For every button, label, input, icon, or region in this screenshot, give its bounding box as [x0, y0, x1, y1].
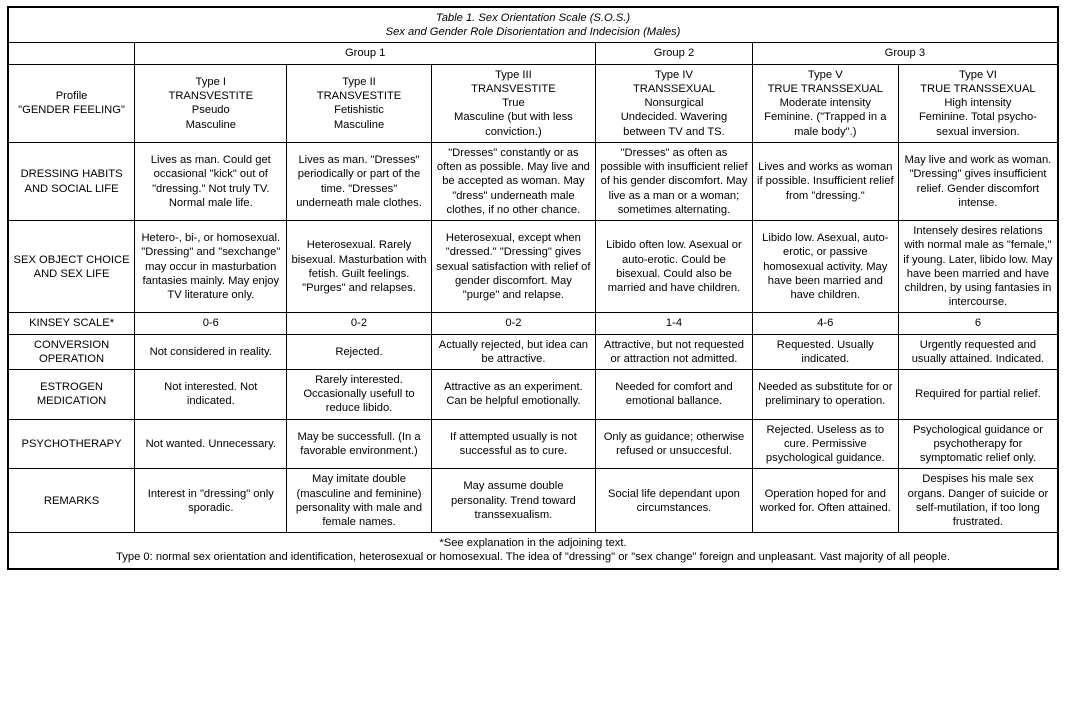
cell-type-5: Rejected. Useless as to cure. Permissive psychological guidance.: [752, 419, 898, 469]
cell-type-2: May be successfull. (In a favorable environment.): [287, 419, 431, 469]
profile-detail: Masculine: [185, 118, 236, 131]
cell-type-6: Psychological guidance or psychotherapy for symptomatic relief only.: [898, 419, 1058, 469]
cell-type-5: Needed as substitute for or preliminary to operation.: [752, 370, 898, 420]
cell-type-3: Heterosexual, except when "dressed." "Dressing" gives sexual satisfaction with relief of gender discomfort. May "purge" and relapse.: [431, 221, 596, 313]
cell-type-3: If attempted usually is not successful as to cure.: [431, 419, 596, 469]
cell-type-5: 4-6: [752, 313, 898, 334]
table-title: [8, 7, 1058, 43]
cell-type-4: Social life dependant upon circumstances.: [596, 469, 752, 533]
profile-category: TRANSSEXUAL: [632, 82, 716, 95]
table-row-kinsey-scale: [8, 313, 1058, 334]
row-label-profile-line-1: Profile: [55, 90, 88, 103]
group-header-group-1: Group 1: [135, 43, 596, 64]
cell-type-1: Not interested. Not indicated.: [135, 370, 287, 420]
group-header-row: [8, 43, 1058, 64]
profile-category: TRANSVESTITE: [316, 90, 402, 103]
row-label: PSYCHOTHERAPY: [8, 419, 135, 469]
sex-orientation-scale-table: [7, 6, 1059, 570]
cell-type-5: Libido low. Asexual, auto-erotic, or passive homosexual activity. May have been married and have children.: [752, 221, 898, 313]
cell-type-3: May assume double personality. Trend toward transsexualism.: [431, 469, 596, 533]
cell-type-2: Lives as man. "Dresses" periodically or part of the time. "Dresses" underneath male clothes.: [287, 142, 431, 220]
table-footnotes: [8, 533, 1058, 569]
cell-type-1: 0-6: [135, 313, 287, 334]
profile-cell-type-5: [752, 64, 898, 142]
profile-cell-type-6: [898, 64, 1058, 142]
profile-cell-type-3: [431, 64, 596, 142]
cell-type-3: Attractive as an experiment. Can be helpful emotionally.: [431, 370, 596, 420]
row-label: CONVERSION OPERATION: [8, 334, 135, 369]
profile-category: TRUE TRANSSEXUAL: [920, 82, 1036, 95]
cell-type-1: Lives as man. Could get occasional "kick" out of "dressing." Not truly TV. Normal male life.: [135, 142, 287, 220]
profile-row: [8, 64, 1058, 142]
profile-detail: Feminine. Total psycho-sexual inversion.: [918, 111, 1037, 138]
table-row-remarks: [8, 469, 1058, 533]
cell-type-3: 0-2: [431, 313, 596, 334]
profile-category: TRANSVESTITE: [471, 82, 556, 95]
profile-type: Type IV: [655, 68, 693, 81]
cell-type-3: "Dresses" constantly or as often as possible. May live and be accepted as woman. May "dress" underneath male clothes, if no other chance.: [431, 142, 596, 220]
profile-cell-type-1: [135, 64, 287, 142]
table-row-estrogen-medication: [8, 370, 1058, 420]
profile-category: TRUE TRANSSEXUAL: [767, 82, 883, 95]
cell-type-4: Attractive, but not requested or attraction not admitted.: [596, 334, 752, 369]
table-row-conversion-operation: [8, 334, 1058, 369]
cell-type-1: Not wanted. Unnecessary.: [135, 419, 287, 469]
group-header-group-3: Group 3: [752, 43, 1058, 64]
row-label-profile: [8, 64, 135, 142]
profile-subtype: Moderate intensity: [779, 97, 871, 110]
corner-blank-cell: [8, 43, 135, 64]
profile-subtype: Fetishistic: [334, 104, 384, 117]
cell-type-1: Not considered in reality.: [135, 334, 287, 369]
profile-subtype: Pseudo: [191, 104, 230, 117]
cell-type-6: May live and work as woman. "Dressing" gives insufficient relief. Gender discomfort intense.: [898, 142, 1058, 220]
cell-type-4: Only as guidance; otherwise refused or unsuccesful.: [596, 419, 752, 469]
footnote-line-1: *See explanation in the adjoining text.: [439, 537, 627, 550]
table-row-psychotherapy: [8, 419, 1058, 469]
profile-type: Type III: [495, 68, 532, 81]
row-label: SEX OBJECT CHOICE AND SEX LIFE: [8, 221, 135, 313]
table-row-sex-object-choice: [8, 221, 1058, 313]
profile-subtype: True: [502, 97, 525, 110]
profile-subtype: High intensity: [944, 97, 1012, 110]
row-label: KINSEY SCALE*: [8, 313, 135, 334]
cell-type-6: 6: [898, 313, 1058, 334]
cell-type-6: Despises his male sex organs. Danger of suicide or self-mutilation, if too long frustrated.: [898, 469, 1058, 533]
cell-type-2: Heterosexual. Rarely bisexual. Masturbation with fetish. Guilt feelings. "Purges" and relapses.: [287, 221, 431, 313]
row-label: DRESSING HABITS AND SOCIAL LIFE: [8, 142, 135, 220]
table-title-line-2: Sex and Gender Role Disorientation and Indecision (Males): [385, 26, 681, 39]
group-header-group-2: Group 2: [596, 43, 752, 64]
footnote-line-2: Type 0: normal sex orientation and identification, heterosexual or homosexual. The idea of "dressing" or "sex change" foreign and unpleasant. Vast majority of all people.: [116, 551, 950, 564]
cell-type-5: Requested. Usually indicated.: [752, 334, 898, 369]
profile-detail: Feminine. ("Trapped in a male body".): [764, 111, 887, 138]
table-title-line-1: Table 1. Sex Orientation Scale (S.O.S.): [435, 12, 631, 24]
profile-type: Type II: [342, 75, 376, 88]
footnote-row: [8, 533, 1058, 569]
cell-type-5: Lives and works as woman if possible. Insufficient relief from "dressing.": [752, 142, 898, 220]
cell-type-1: Interest in "dressing" only sporadic.: [135, 469, 287, 533]
cell-type-2: May imitate double (masculine and feminine) personality with male and female names.: [287, 469, 431, 533]
cell-type-4: Libido often low. Asexual or auto-erotic. Could be bisexual. Could also be married and have children.: [596, 221, 752, 313]
profile-detail: Masculine (but with less conviction.): [454, 111, 573, 138]
row-label: ESTROGEN MEDICATION: [8, 370, 135, 420]
profile-cell-type-2: [287, 64, 431, 142]
profile-subtype: Nonsurgical: [644, 97, 704, 110]
cell-type-5: Operation hoped for and worked for. Often attained.: [752, 469, 898, 533]
cell-type-4: "Dresses" as often as possible with insufficient relief of his gender discomfort. May live as a man or a woman; sometimes alternating.: [596, 142, 752, 220]
profile-type: Type V: [807, 68, 843, 81]
cell-type-4: 1-4: [596, 313, 752, 334]
profile-type: Type I: [195, 75, 227, 88]
cell-type-2: Rarely interested. Occasionally usefull to reduce libido.: [287, 370, 431, 420]
cell-type-1: Hetero-, bi-, or homosexual. "Dressing" and "sexchange" may occur in masturbation fantasies mainly. May enjoy TV literature only.: [135, 221, 287, 313]
profile-category: TRANSVESTITE: [168, 90, 254, 103]
profile-detail: Undecided. Wavering between TV and TS.: [620, 111, 728, 138]
cell-type-6: Intensely desires relations with normal male as "female," if young. Later, libido low. May have been married and have children, by using fantasies in intercourse.: [898, 221, 1058, 313]
profile-type: Type VI: [958, 68, 997, 81]
cell-type-6: Urgently requested and usually attained. Indicated.: [898, 334, 1058, 369]
profile-detail: Masculine: [333, 118, 385, 131]
table-title-row: [8, 7, 1058, 43]
cell-type-2: Rejected.: [287, 334, 431, 369]
cell-type-3: Actually rejected, but idea can be attractive.: [431, 334, 596, 369]
cell-type-2: 0-2: [287, 313, 431, 334]
cell-type-6: Required for partial relief.: [898, 370, 1058, 420]
row-label-profile-line-2: "GENDER FEELING": [18, 104, 125, 117]
cell-type-4: Needed for comfort and emotional ballance.: [596, 370, 752, 420]
profile-cell-type-4: [596, 64, 752, 142]
table-row-dressing-habits: [8, 142, 1058, 220]
row-label: REMARKS: [8, 469, 135, 533]
